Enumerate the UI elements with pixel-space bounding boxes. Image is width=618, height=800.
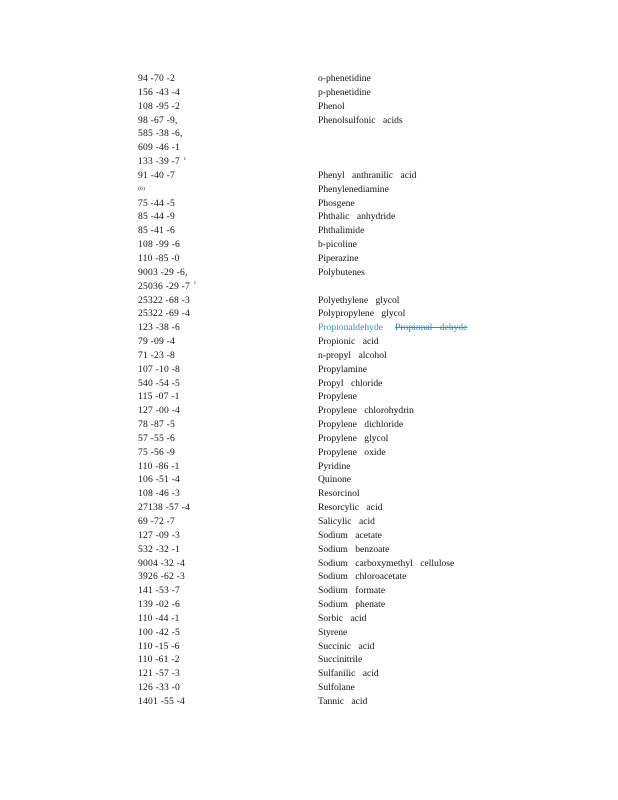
cas-number bbox=[138, 183, 145, 197]
cas-number-text: 141 -53 -7 bbox=[138, 585, 180, 597]
cas-number-text: 127 -09 -3 bbox=[138, 529, 180, 541]
table-row bbox=[138, 335, 498, 349]
cas-number-text: 110 -61 -2 bbox=[138, 654, 180, 666]
chemical-name-text: Propylene dichloride bbox=[318, 419, 404, 431]
table-row bbox=[138, 487, 498, 501]
chemical-name-text: Phosgene bbox=[318, 197, 355, 209]
cas-number bbox=[138, 432, 175, 446]
table-row bbox=[138, 446, 498, 460]
chemical-name bbox=[318, 418, 403, 432]
cas-number-text: 127 -00 -4 bbox=[138, 405, 180, 417]
table-row bbox=[138, 557, 498, 571]
cas-number-text: 108 -99 -6 bbox=[138, 239, 180, 251]
table-row bbox=[138, 155, 498, 169]
cas-number-text: 110 -85 -0 bbox=[138, 252, 180, 264]
chemical-name bbox=[318, 543, 389, 557]
chemical-name bbox=[318, 653, 362, 667]
chemical-name bbox=[318, 252, 359, 266]
cas-number bbox=[138, 155, 186, 169]
cas-number bbox=[138, 695, 185, 709]
chemical-name bbox=[318, 183, 389, 197]
cas-number-text: 71 -23 -8 bbox=[138, 349, 175, 361]
chemical-name-text: Propionic acid bbox=[318, 336, 379, 348]
table-row bbox=[138, 529, 498, 543]
cas-number-text: 25036 -29 -7 bbox=[138, 280, 190, 292]
cas-number-text: 108 -46 -3 bbox=[138, 488, 180, 500]
cas-number-text: 110 -15 -6 bbox=[138, 640, 180, 652]
table-row bbox=[138, 584, 498, 598]
cas-number-text: 78 -87 -5 bbox=[138, 419, 175, 431]
cas-number-text: 532 -32 -1 bbox=[138, 543, 180, 555]
chemical-name-text: Salicylic acid bbox=[318, 516, 375, 527]
table-row bbox=[138, 404, 498, 418]
chemical-name-text: Phenolsulfonic acids bbox=[318, 114, 403, 126]
cas-number bbox=[138, 570, 185, 584]
chemical-name bbox=[318, 487, 360, 501]
chemical-name-text: Pyridine bbox=[318, 460, 351, 472]
cas-number bbox=[138, 169, 175, 183]
cas-number bbox=[138, 141, 180, 155]
table-row bbox=[138, 307, 498, 321]
table-row bbox=[138, 321, 498, 335]
cas-number bbox=[138, 307, 190, 321]
chemical-name-text: p-phenetidine bbox=[318, 86, 371, 98]
chemical-name bbox=[318, 86, 371, 100]
chemical-name-text: Propylamine bbox=[318, 363, 368, 375]
cas-number bbox=[138, 377, 180, 391]
cas-number-text: (b) bbox=[138, 185, 146, 192]
chemical-name bbox=[318, 197, 355, 211]
cas-number-text: 156 -43 -4 bbox=[138, 86, 180, 98]
cas-number-text: 79 -09 -4 bbox=[138, 336, 175, 348]
cas-number bbox=[138, 349, 175, 363]
chemical-name bbox=[318, 501, 382, 515]
chemical-name-text: Resorcinol bbox=[318, 488, 360, 500]
cas-number-text: 108 -95 -2 bbox=[138, 100, 180, 112]
chemical-name-text: Styrene bbox=[318, 626, 348, 638]
chemical-name-text: Propylene chlorohydrin bbox=[318, 405, 414, 417]
chemical-name-text: Sodium acetate bbox=[318, 529, 382, 541]
cas-number bbox=[138, 653, 180, 667]
table-row bbox=[138, 197, 498, 211]
chemical-name bbox=[318, 390, 357, 404]
chemical-name-text: n-propyl alcohol bbox=[318, 349, 387, 361]
table-row bbox=[138, 183, 498, 197]
table-row bbox=[138, 640, 498, 654]
cas-number bbox=[138, 667, 180, 681]
table-row bbox=[138, 86, 498, 100]
chemical-name bbox=[318, 363, 367, 377]
cas-number-text: 100 -42 -5 bbox=[138, 626, 180, 638]
cas-number bbox=[138, 266, 188, 280]
cas-number bbox=[138, 335, 175, 349]
table-row bbox=[138, 72, 498, 86]
chemical-name bbox=[318, 557, 454, 571]
chemical-name bbox=[318, 266, 365, 280]
chemical-name-text: Succinitrile bbox=[318, 654, 363, 666]
chemical-name-text: Resorcylic acid bbox=[318, 502, 383, 514]
chemical-name-text: Phenylenediamine bbox=[318, 183, 389, 195]
cas-number bbox=[138, 626, 180, 640]
chemical-name bbox=[318, 404, 414, 418]
chemical-name-text: Sodium phenate bbox=[318, 599, 386, 611]
cas-number bbox=[138, 584, 180, 598]
table-row bbox=[138, 294, 498, 308]
table-row bbox=[138, 210, 498, 224]
chemical-name bbox=[318, 695, 367, 709]
cas-number bbox=[138, 557, 185, 571]
cas-number bbox=[138, 294, 190, 308]
table-row bbox=[138, 100, 498, 114]
chemical-name bbox=[318, 432, 388, 446]
table-row bbox=[138, 349, 498, 363]
chemical-name-text: Propylene glycol bbox=[318, 432, 389, 444]
table-row bbox=[138, 626, 498, 640]
cas-number-text: 75 -44 -5 bbox=[138, 197, 175, 209]
cas-number bbox=[138, 280, 196, 294]
chemical-name bbox=[318, 681, 355, 695]
chemical-name-text: Polybutenes bbox=[318, 266, 365, 278]
chemical-name bbox=[318, 114, 403, 128]
chemical-name bbox=[318, 100, 345, 114]
chemical-name bbox=[318, 210, 395, 224]
chemical-name bbox=[318, 72, 371, 86]
chemical-name-text: Quinone bbox=[318, 474, 352, 486]
cas-number bbox=[138, 114, 178, 128]
cas-number bbox=[138, 598, 180, 612]
cas-number-text: 126 -33 -0 bbox=[138, 682, 180, 694]
cas-number-text: 106 -51 -4 bbox=[138, 474, 180, 486]
table-row bbox=[138, 141, 498, 155]
cas-number bbox=[138, 529, 180, 543]
chemical-name bbox=[318, 238, 357, 252]
chemical-list-table bbox=[138, 72, 498, 709]
table-row bbox=[138, 238, 498, 252]
cas-number-text: 139 -02 -6 bbox=[138, 599, 180, 611]
cas-number-text: 123 -38 -6 bbox=[138, 322, 180, 334]
chemical-name bbox=[318, 377, 382, 391]
table-row bbox=[138, 695, 498, 709]
chemical-name-text: Sodium formate bbox=[318, 585, 386, 597]
cas-number-text: 609 -46 -1 bbox=[138, 142, 180, 154]
table-row bbox=[138, 280, 498, 294]
chemical-name bbox=[318, 169, 416, 183]
chemical-name bbox=[318, 667, 379, 681]
chemical-name bbox=[318, 515, 375, 529]
chemical-name-text: Polyethylene glycol bbox=[318, 294, 400, 306]
cas-number-text: 27138 -57 -4 bbox=[138, 502, 190, 514]
cas-number bbox=[138, 224, 175, 238]
table-row bbox=[138, 266, 498, 280]
cas-number bbox=[138, 473, 180, 487]
cas-number bbox=[138, 100, 180, 114]
chemical-name bbox=[318, 626, 347, 640]
chemical-name bbox=[318, 598, 385, 612]
cas-number bbox=[138, 612, 180, 626]
table-row bbox=[138, 169, 498, 183]
cas-number bbox=[138, 86, 180, 100]
cas-number-text: 85 -41 -6 bbox=[138, 225, 175, 237]
table-row bbox=[138, 515, 498, 529]
cas-number bbox=[138, 543, 180, 557]
chemical-name bbox=[318, 612, 366, 626]
cas-number-text: 9004 -32 -4 bbox=[138, 557, 185, 569]
cas-number bbox=[138, 321, 180, 335]
cas-number bbox=[138, 252, 180, 266]
table-row bbox=[138, 432, 498, 446]
chemical-name-text: Sorbic acid bbox=[318, 612, 367, 624]
chemical-name bbox=[318, 473, 351, 487]
table-row bbox=[138, 598, 498, 612]
cas-number bbox=[138, 197, 175, 211]
chemical-name-text: o-phenetidine bbox=[318, 73, 371, 84]
cas-number-text: 110 -44 -1 bbox=[138, 612, 180, 624]
table-row bbox=[138, 543, 498, 557]
chemical-name-text: Piperazine bbox=[318, 252, 359, 264]
table-row bbox=[138, 681, 498, 695]
cas-number-text: 85 -44 -9 bbox=[138, 211, 175, 223]
chemical-name bbox=[318, 224, 364, 238]
chemical-name-text: Sulfanilic acid bbox=[318, 668, 379, 680]
chemical-name-text: Propylene bbox=[318, 391, 357, 403]
footnote-marker: c bbox=[183, 156, 187, 162]
cas-number bbox=[138, 127, 183, 141]
cas-number bbox=[138, 72, 175, 86]
chemical-name bbox=[318, 529, 382, 543]
cas-number bbox=[138, 363, 180, 377]
table-row bbox=[138, 653, 498, 667]
chemical-name-text: Succinic acid bbox=[318, 640, 375, 652]
table-row bbox=[138, 667, 498, 681]
table-row bbox=[138, 570, 498, 584]
chemical-name bbox=[318, 294, 399, 308]
chemical-name-text: Phthalimide bbox=[318, 225, 365, 237]
chemical-name-text: b-picoline bbox=[318, 239, 357, 251]
struck-revision-text: Propional dehyde bbox=[395, 322, 468, 334]
chemical-name bbox=[318, 349, 387, 363]
cas-number bbox=[138, 238, 180, 252]
table-row bbox=[138, 612, 498, 626]
chemical-name-text: Tannic acid bbox=[318, 695, 368, 707]
chemical-name-text: Sodium carboxymethyl cellulose bbox=[318, 557, 455, 569]
chemical-name bbox=[318, 335, 379, 349]
cas-number-text: 69 -72 -7 bbox=[138, 516, 175, 527]
cas-number-text: 9003 -29 -6, bbox=[138, 266, 188, 278]
cas-number-text: 75 -56 -9 bbox=[138, 446, 175, 458]
cas-number bbox=[138, 515, 175, 529]
cas-number bbox=[138, 210, 175, 224]
table-row bbox=[138, 460, 498, 474]
table-row bbox=[138, 501, 498, 515]
cas-number bbox=[138, 501, 190, 515]
cas-number bbox=[138, 418, 175, 432]
chemical-name bbox=[318, 584, 385, 598]
cas-number bbox=[138, 640, 180, 654]
table-row bbox=[138, 363, 498, 377]
table-row bbox=[138, 473, 498, 487]
cas-number-text: 121 -57 -3 bbox=[138, 668, 180, 680]
cas-number bbox=[138, 681, 180, 695]
cas-number-text: 25322 -69 -4 bbox=[138, 308, 190, 320]
chemical-name-text: Phthalic anhydride bbox=[318, 211, 396, 223]
cas-number-text: 25322 -68 -3 bbox=[138, 294, 190, 306]
chemical-name-text: Propyl chloride bbox=[318, 377, 383, 389]
chemical-name-text: Propylene oxide bbox=[318, 446, 386, 458]
chemical-name-text: Sodium chloroacetate bbox=[318, 571, 407, 583]
chemical-name-text: Propionaldehyde bbox=[318, 322, 384, 334]
cas-number bbox=[138, 404, 180, 418]
chemical-name bbox=[318, 640, 374, 654]
cas-number-text: 3926 -62 -3 bbox=[138, 571, 185, 583]
cas-number-text: 107 -10 -8 bbox=[138, 363, 180, 375]
cas-number-text: 133 -39 -7 bbox=[138, 156, 180, 168]
cas-number bbox=[138, 487, 180, 501]
cas-number-text: 1401 -55 -4 bbox=[138, 695, 185, 707]
cas-number bbox=[138, 390, 180, 404]
chemical-name-text: Polypropylene glycol bbox=[318, 308, 406, 320]
table-row bbox=[138, 418, 498, 432]
cas-number-text: 91 -40 -7 bbox=[138, 169, 175, 181]
cas-number-text: 110 -86 -1 bbox=[138, 460, 180, 472]
chemical-name bbox=[318, 446, 386, 460]
table-row bbox=[138, 224, 498, 238]
chemical-name bbox=[318, 307, 405, 321]
footnote-marker: c bbox=[193, 281, 197, 287]
table-row bbox=[138, 114, 498, 128]
chemical-name-text: Phenol bbox=[318, 100, 345, 112]
table-row bbox=[138, 127, 498, 141]
chemical-name-text: Phenyl anthranilic acid bbox=[318, 169, 417, 181]
chemical-name bbox=[318, 321, 467, 335]
cas-number bbox=[138, 446, 175, 460]
cas-number-text: 115 -07 -1 bbox=[138, 391, 180, 403]
cas-number-text: 585 -38 -6, bbox=[138, 128, 183, 140]
cas-number-text: 98 -67 -9, bbox=[138, 114, 178, 126]
table-row bbox=[138, 377, 498, 391]
table-row bbox=[138, 252, 498, 266]
chemical-name-text: Sulfolane bbox=[318, 682, 355, 694]
chemical-name-text: Sodium benzoate bbox=[318, 543, 390, 555]
cas-number-text: 540 -54 -5 bbox=[138, 377, 180, 389]
cas-number-text: 57 -55 -6 bbox=[138, 432, 175, 444]
chemical-name bbox=[318, 570, 406, 584]
chemical-name bbox=[318, 460, 351, 474]
table-row bbox=[138, 390, 498, 404]
cas-number bbox=[138, 460, 180, 474]
cas-number-text: 94 -70 -2 bbox=[138, 73, 175, 84]
